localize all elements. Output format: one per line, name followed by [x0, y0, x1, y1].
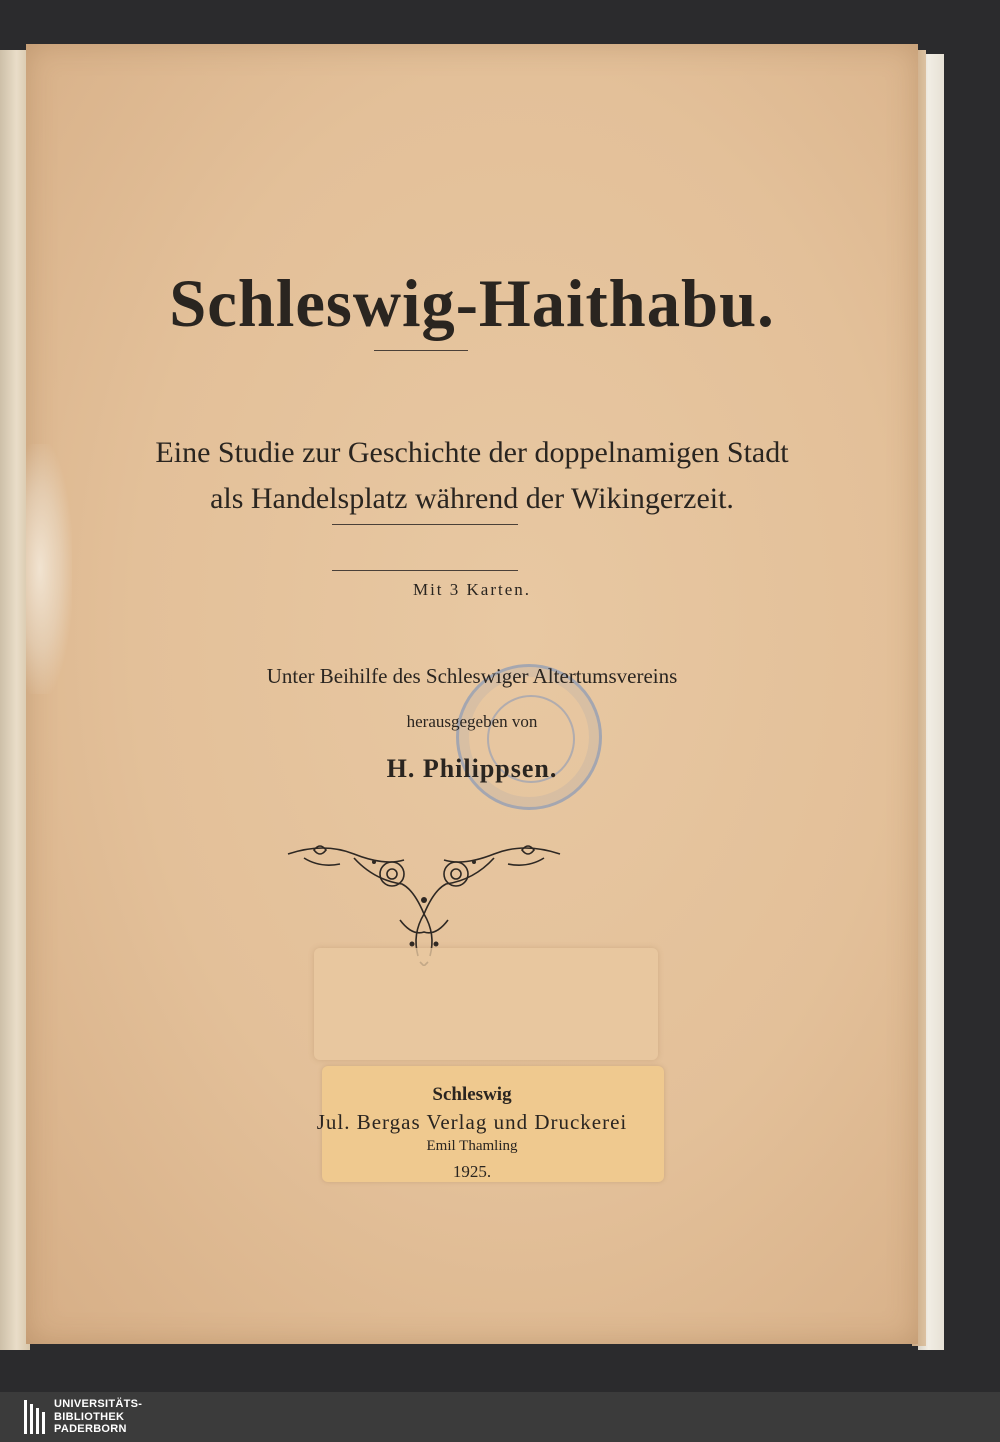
subtitle-line-2: als Handelsplatz während der Wikingerzeit. [210, 482, 734, 515]
university-library-logo-text [54, 1398, 142, 1436]
publication-place: Schleswig [432, 1084, 512, 1105]
maps-rule-top [332, 524, 518, 525]
printer-name: Emil Thamling [426, 1138, 518, 1154]
book-title: Schleswig-Haithabu. [169, 265, 775, 341]
sticker-residue [314, 948, 658, 1060]
editor-label: herausgegeben von [406, 712, 538, 731]
title-page [26, 44, 918, 1344]
logo-line-3: PADERBORN [54, 1423, 127, 1435]
logo-line-1: UNIVERSITÄTS- [54, 1398, 143, 1410]
maps-rule-bottom [332, 570, 518, 571]
subtitle-line-1: Eine Studie zur Geschichte der doppelnamigen Stadt [155, 436, 789, 469]
support-line: Unter Beihilfe des Schleswiger Altertumsvereins [266, 664, 678, 688]
maps-note: Mit 3 Karten. [412, 580, 532, 599]
university-library-logo-icon [24, 1400, 48, 1434]
footer-bar [0, 1392, 1000, 1442]
title-rule [374, 350, 468, 351]
author-name: H. Philippsen. [386, 754, 558, 783]
logo-line-2: BIBLIOTHEK [54, 1410, 125, 1423]
publication-year: 1925. [452, 1162, 492, 1181]
publisher-name: Jul. Bergas Verlag und Druckerei [316, 1110, 628, 1134]
